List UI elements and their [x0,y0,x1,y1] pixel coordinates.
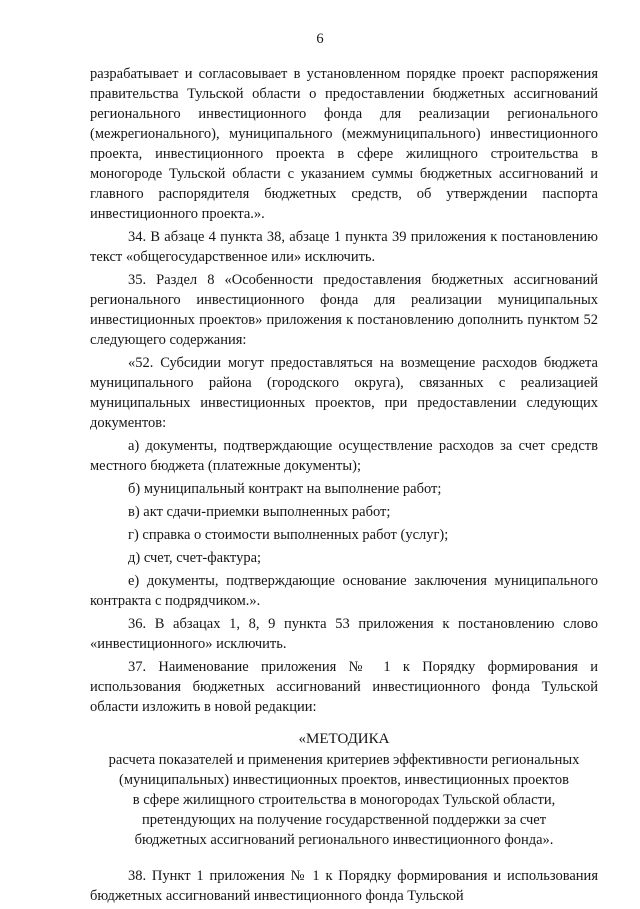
list-item-a: а) документы, подтверждающие осуществление расходов за счет средств местного бюджета (платежные документы); [90,438,598,474]
page-number: 6 [316,31,324,47]
paragraph-38: 38. Пункт 1 приложения № 1 к Порядку формирования и использования бюджетных ассигнований инвестиционного фонда Тульской [90,868,598,904]
methodology-title-line: (муниципальных) инвестиционных проектов, инвестиционных проектов [119,772,569,788]
methodology-title-line: расчета показателей и применения критериев эффективности региональных [108,752,580,768]
paragraph-continuation: разрабатывает и согласовывает в установленном порядке проект распоряжения правительства Тульской области о предоставлении бюджетных ассигнований регионального инвестиционного фонда для реализации регионального (межрегионального), муниципального (межмуниципального) инвестиционного проекта, инвестиционного проекта в сфере жилищного строительства в моногороде Тульской области с указанием суммы бюджетных ассигнований и главного распорядителя бюджетных средств, об утверждении паспорта инвестиционного проекта.». [90,66,598,222]
paragraph-52: «52. Субсидии могут предоставляться на возмещение расходов бюджета муниципального района (городского округа), связанных с реализацией муниципальных инвестиционных проектов, при предоставлении следующих документов: [90,355,598,431]
methodology-title-line: бюджетных ассигнований регионального инвестиционного фонда». [134,832,554,848]
methodology-title-line: в сфере жилищного строительства в моногородах Тульской области, [132,792,556,808]
spacer [90,854,598,866]
list-item-g: г) справка о стоимости выполненных работ (услуг); [128,527,449,543]
list-item-d: д) счет, счет-фактура; [128,550,262,566]
list-item-v: в) акт сдачи-приемки выполненных работ; [128,504,391,520]
methodology-title-line: претендующих на получение государственной поддержки за счет [141,812,547,828]
methodology-title-main: «МЕТОДИКА [298,731,390,747]
paragraph-36: 36. В абзацах 1, 8, 9 пункта 53 приложения к постановлению слово «инвестиционного» исключить. [90,616,598,652]
list-item-e: е) документы, подтверждающие основание заключения муниципального контракта с подрядчиком.». [90,573,598,609]
list-item-b: б) муниципальный контракт на выполнение работ; [128,481,442,497]
paragraph-35: 35. Раздел 8 «Особенности предоставления бюджетных ассигнований регионального инвестиционного фонда для реализации муниципальных инвестиционных проектов» приложения к постановлению дополнить пунктом 52 следующего содержания: [90,272,598,348]
paragraph-34: 34. В абзаце 4 пункта 38, абзаце 1 пункта 39 приложения к постановлению текст «общегосударственное или» исключить. [90,229,598,265]
methodology-title [90,729,598,850]
document-list [90,436,598,611]
document-body [90,64,598,909]
paragraph-37: 37. Наименование приложения № 1 к Порядку формирования и использования бюджетных ассигнований инвестиционного фонда Тульской области изложить в новой редакции: [90,659,598,715]
